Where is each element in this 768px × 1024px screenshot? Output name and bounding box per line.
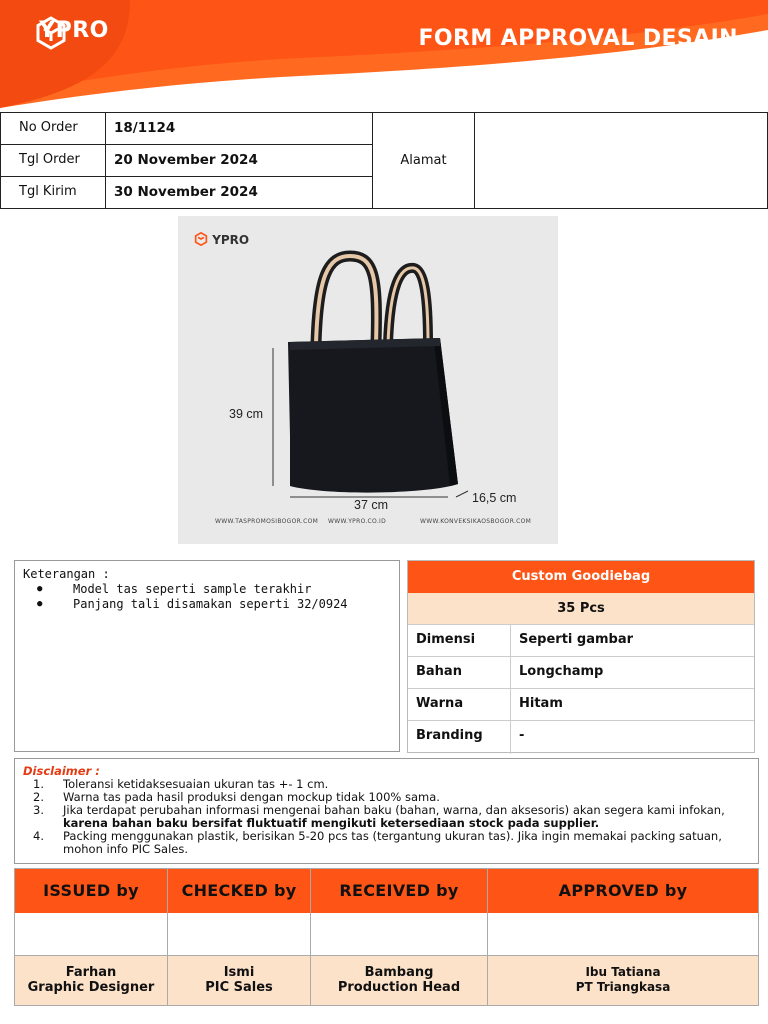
signature-received: [311, 869, 488, 1005]
product-title: Custom Goodiebag: [408, 561, 754, 593]
mockup-brand: YPRO: [212, 233, 250, 247]
disclaimer-text: Warna tas pada hasil produksi dengan mockup tidak 100% sama.: [63, 790, 440, 804]
alamat-value: [475, 113, 767, 208]
order-row-tgl-kirim: [1, 177, 373, 208]
tgl-kirim-label: Tgl Kirim: [1, 177, 106, 208]
width-dimension-label: 37 cm: [354, 498, 389, 512]
disclaimer-item: [23, 830, 750, 856]
disclaimer-text: Jika terdapat perubahan informasi mengenai bahan baku (bahan, warna, dan aksesoris) akan segera kami infokan,: [63, 803, 725, 817]
ypro-logo-icon: [34, 16, 68, 50]
spec-value: Longchamp: [519, 664, 604, 679]
disclaimer-number: 3.: [33, 803, 44, 817]
spec-row-warna: [408, 689, 754, 721]
order-info-table: [0, 112, 768, 209]
tgl-order-value: 20 November 2024: [106, 145, 373, 176]
signature-area[interactable]: [168, 913, 310, 956]
signer-name: Ibu Tatiana: [585, 965, 661, 979]
signer-name: Bambang: [364, 965, 434, 980]
ypro-logo: [34, 16, 114, 43]
height-dimension-label: 39 cm: [229, 407, 264, 421]
url-taspromosi: WWW.TASPROMOSIBOGOR.COM: [215, 518, 319, 525]
signer-role: PIC Sales: [205, 980, 273, 995]
disclaimer-text: Packing menggunakan plastik, berisikan 5-20 pcs tas (tergantung ukuran tas). Jika ingin memakai packing satuan, mohon info PIC Sales.: [63, 829, 722, 856]
notes-item: ● Panjang tali disamakan seperti 32/0924: [37, 597, 391, 612]
depth-dimension-label: 16,5 cm: [472, 491, 517, 505]
disclaimer-number: 2.: [33, 790, 44, 804]
url-konveksi: WWW.KONVEKSIKAOSBOGOR.COM: [420, 518, 532, 525]
tgl-kirim-value: 30 November 2024: [106, 177, 373, 208]
header-background: [0, 0, 768, 108]
signature-name-box: [15, 956, 167, 1005]
signer-role: Production Head: [337, 980, 461, 995]
signer-name: Ismi: [223, 965, 255, 980]
spec-label: Branding: [408, 721, 511, 754]
notes-box: [14, 560, 400, 752]
order-row-no-order: [1, 113, 373, 145]
product-spec-table: [407, 560, 755, 753]
signature-area[interactable]: [488, 913, 758, 956]
product-quantity: 35 Pcs: [408, 593, 754, 625]
signer-name: Farhan: [65, 965, 117, 980]
spec-row-branding: [408, 721, 754, 754]
tgl-order-label: Tgl Order: [1, 145, 106, 176]
signature-approved: [488, 869, 758, 1005]
signer-role: PT Triangkasa: [575, 980, 671, 994]
signature-heading: ISSUED by: [15, 869, 167, 913]
signature-area[interactable]: [15, 913, 167, 956]
no-order-value: 18/1124: [106, 113, 373, 144]
notes-item: ● Model tas seperti sample terakhir: [37, 582, 391, 597]
signature-issued: [15, 869, 168, 1005]
spec-label: Dimensi: [408, 625, 511, 656]
form-title: FORM APPROVAL DESAIN: [418, 26, 738, 51]
notes-title: Keterangan :: [23, 567, 110, 581]
disclaimer-box: [14, 758, 759, 864]
url-ypro: WWW.YPRO.CO.ID: [328, 518, 387, 525]
signature-name-box: [311, 956, 487, 1005]
signature-table: [14, 868, 759, 1006]
disclaimer-item: [23, 804, 750, 830]
alamat-label: Alamat: [373, 113, 475, 208]
disclaimer-title: Disclaimer :: [23, 764, 100, 778]
disclaimer-number: 4.: [33, 829, 44, 843]
spec-label: Warna: [408, 689, 511, 720]
signer-role: Graphic Designer: [27, 980, 155, 995]
signature-heading: RECEIVED by: [311, 869, 487, 913]
disclaimer-number: 1.: [33, 777, 44, 791]
spec-row-dimensi: [408, 625, 754, 657]
disclaimer-text: Toleransi ketidaksesuaian ukuran tas +- 1 cm.: [63, 777, 329, 791]
signature-name-box: [168, 956, 310, 1005]
header-banner: [0, 0, 768, 108]
spec-value: -: [519, 728, 525, 743]
disclaimer-list: [23, 778, 750, 856]
signature-heading: APPROVED by: [488, 869, 758, 913]
disclaimer-bold-text: karena bahan baku bersifat fluktuatif mengikuti ketersediaan stock pada supplier.: [63, 816, 600, 830]
signature-checked: [168, 869, 311, 1005]
notes-list: [23, 582, 391, 612]
order-row-tgl-order: [1, 145, 373, 177]
signature-heading: CHECKED by: [168, 869, 310, 913]
spec-row-bahan: [408, 657, 754, 689]
no-order-label: No Order: [1, 113, 106, 144]
spec-label: Bahan: [408, 657, 511, 688]
signature-area[interactable]: [311, 913, 487, 956]
signature-name-box: [488, 956, 758, 1005]
product-mockup-image: [178, 216, 558, 544]
spec-value: Hitam: [519, 696, 563, 711]
brand-name: YPRO: [39, 18, 109, 43]
spec-value: Seperti gambar: [519, 632, 634, 647]
